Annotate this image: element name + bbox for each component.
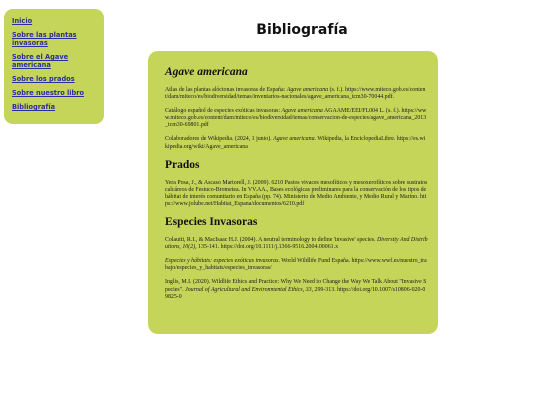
nav-link-nuestro-libro[interactable]: Sobre nuestro libro	[12, 89, 85, 97]
bibliography-panel	[148, 51, 438, 334]
page-title: Bibliografía	[256, 22, 348, 38]
section-heading-especies-invasoras: Especies Invasoras	[165, 216, 258, 229]
nav-link-agave-americana[interactable]: Sobre el Agave americana	[12, 53, 69, 69]
nav-link-inicio[interactable]: Inicio	[12, 17, 33, 25]
reference-item: Inglis, M.I. (2020). Wildlife Ethics and Practice: Why We Need to Change the Way We Talk About "Invasive Species". Journal of Agricultural and Environmental Ethics, 33, 299-313. https://doi.org/10.1007/s10806-020-09825-0	[165, 279, 427, 300]
nav-link-bibliografia[interactable]: Bibliografía	[12, 103, 56, 111]
reference-item: Atlas de las plantas alóctonas invasoras de España: Agave americana (s. f.). https://www.miteco.gob.es/content/dam/miteco/es/biodiversidad/temas/inventarios-nacionales/agave_americana_tcm30-70044.pdf.	[165, 87, 426, 101]
nav-link-prados[interactable]: Sobre los prados	[12, 75, 75, 83]
nav-link-plantas-invasoras[interactable]: Sobre las plantas invasoras	[12, 31, 77, 47]
section-heading-prados: Prados	[165, 158, 200, 171]
reference-item: Catálogo español de especies exóticas invasoras: Agave americana AGAAME/EEI/FL004 L. (s. f.). https://www.miteco.gob.es/content/dam/miteco/es/biodiversidad/temas/conservacion-de-especies/agave_americana_2013_tcm30-69801.pdf	[165, 108, 427, 129]
reference-item: Yera Posa, J., & Ascaso Martorell, J. (2009). 6210 Pastos vivaces mesofíticos y mesoxerofíticos sobre sustratos calcáreos de Festuco-Brometea. In VV.AA., Bases ecológicas preliminares para la conservación de los tipos de hábitat de interés comunitario en España (pp. 74). Ministerio de Medio Ambiente, y Medio Rural y Marino. https://www.jolube.net/Habitat_Espana/documentos/6210.pdf	[165, 179, 428, 207]
reference-item: Colaboradores de Wikipedia. (2024, 1 junio). Agave americana. Wikipedia, la EnciclopediaLibre. https://es.wikipedia.org/wiki/Agave_americana	[165, 136, 426, 150]
reference-item: Especies y hábitats: especies exóticas invasoras. World Wildlife Fund España. https://www.wwf.es/nuestro_trabajo/especies_y_habitats/especies_invasoras/	[165, 258, 427, 272]
section-heading-agave: Agave americana	[165, 66, 248, 78]
reference-item: Colautti, R.I., & MacIsaac H.J. (2004). A neutral terminology to define 'invasive' species. Diversity And Distributions, 10(2), 135-141. https://doi.org/10.1111/j.1366-9516.2004.00061.x	[165, 237, 428, 251]
